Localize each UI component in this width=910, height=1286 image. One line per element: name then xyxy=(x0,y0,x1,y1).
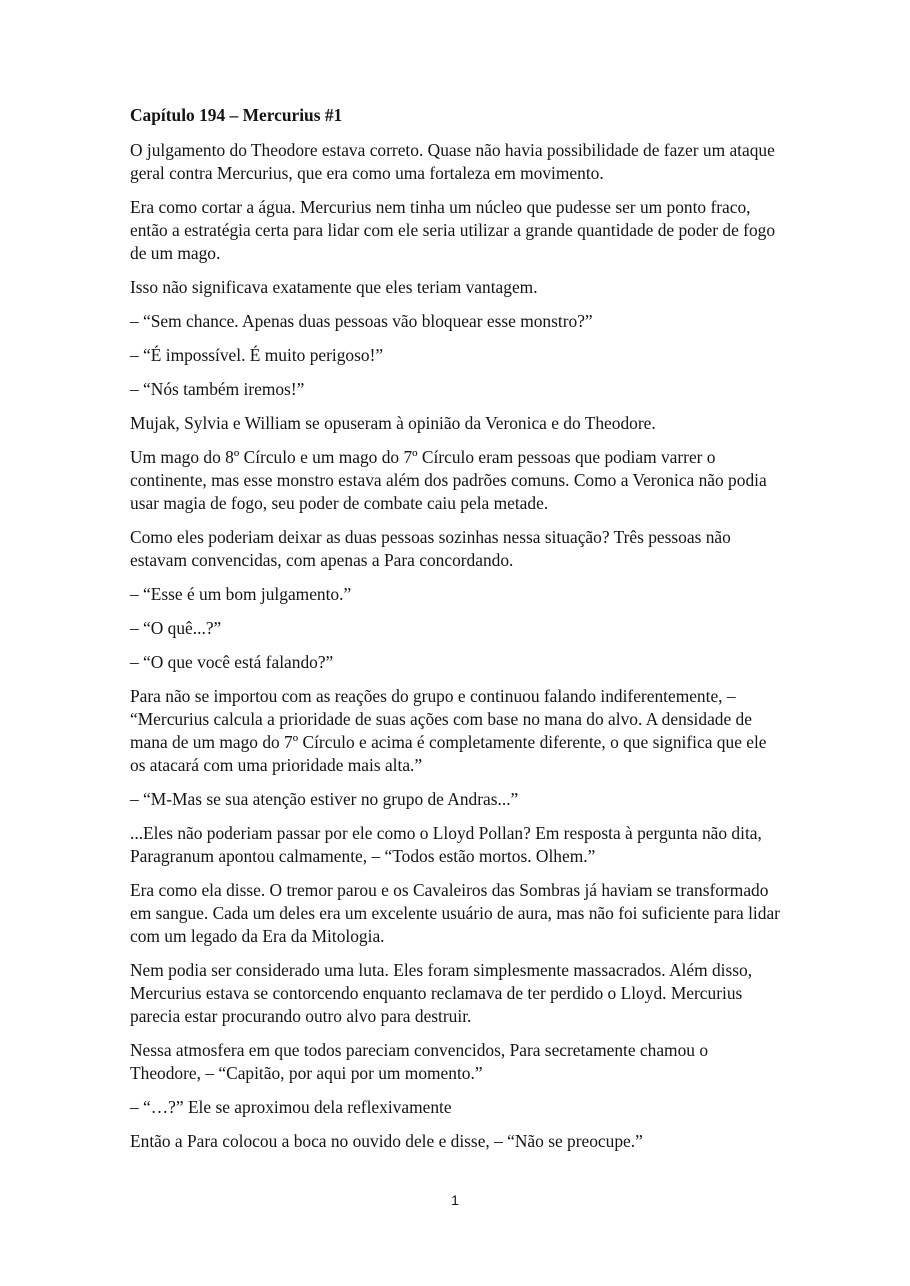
page-number: 1 xyxy=(451,1192,459,1208)
paragraph: Nem podia ser considerado uma luta. Eles foram simplesmente massacrados. Além disso, Mercurius estava se contorcendo enquanto reclamava de ter perdido o Lloyd. Mercurius parecia estar procurando outro alvo para destruir. xyxy=(130,960,753,1026)
paragraph: Nessa atmosfera em que todos pareciam convencidos, Para secretamente chamou o Theodore, – “Capitão, por aqui por um momento.” xyxy=(130,1040,709,1083)
paragraph: Era como ela disse. O tremor parou e os Cavaleiros das Sombras já haviam se transformado em sangue. Cada um deles era um excelente usuário de aura, mas não foi suficiente para lidar com um legado da Era da Mitologia. xyxy=(130,880,780,946)
dialogue-line: – “…?” Ele se aproximou dela reflexivamente xyxy=(130,1097,452,1117)
dialogue-line: – “Esse é um bom julgamento.” xyxy=(130,584,352,604)
paragraph: Como eles poderiam deixar as duas pessoas sozinhas nessa situação? Três pessoas não estavam convencidas, com apenas a Para concordando. xyxy=(130,527,731,570)
paragraph: O julgamento do Theodore estava correto. Quase não havia possibilidade de fazer um ataque geral contra Mercurius, que era como uma fortaleza em movimento. xyxy=(130,140,775,183)
dialogue-line: – “É impossível. É muito perigoso!” xyxy=(130,345,384,365)
paragraph: Era como cortar a água. Mercurius nem tinha um núcleo que pudesse ser um ponto fraco, então a estratégia certa para lidar com ele seria utilizar a grande quantidade de poder de fogo de um mago. xyxy=(130,197,776,263)
paragraph: Para não se importou com as reações do grupo e continuou falando indiferentemente, – “Mercurius calcula a prioridade de suas ações com base no mana do alvo. A densidade de mana de um mago do 7º Círculo e acima é completamente diferente, o que significa que ele os atacará com uma prioridade mais alta.” xyxy=(130,686,767,775)
paragraph: Então a Para colocou a boca no ouvido dele e disse, – “Não se preocupe.” xyxy=(130,1131,643,1151)
document-body xyxy=(130,104,780,1164)
paragraph: Um mago do 8º Círculo e um mago do 7º Círculo eram pessoas que podiam varrer o continente, mas esse monstro estava além dos padrões comuns. Como a Veronica não podia usar magia de fogo, seu poder de combate caiu pela metade. xyxy=(130,447,767,513)
dialogue-line: – “O que você está falando?” xyxy=(130,652,334,672)
paragraph: Mujak, Sylvia e William se opuseram à opinião da Veronica e do Theodore. xyxy=(130,413,656,433)
chapter-title: Capítulo 194 – Mercurius #1 xyxy=(130,105,343,125)
dialogue-line: – “O quê...?” xyxy=(130,618,222,638)
paragraph: Isso não significava exatamente que eles teriam vantagem. xyxy=(130,277,538,297)
dialogue-line: – “M-Mas se sua atenção estiver no grupo de Andras...” xyxy=(130,789,519,809)
paragraph: ...Eles não poderiam passar por ele como o Lloyd Pollan? Em resposta à pergunta não dita, Paragranum apontou calmamente, – “Todos estão mortos. Olhem.” xyxy=(130,823,762,866)
dialogue-line: – “Sem chance. Apenas duas pessoas vão bloquear esse monstro?” xyxy=(130,311,593,331)
dialogue-line: – “Nós também iremos!” xyxy=(130,379,305,399)
